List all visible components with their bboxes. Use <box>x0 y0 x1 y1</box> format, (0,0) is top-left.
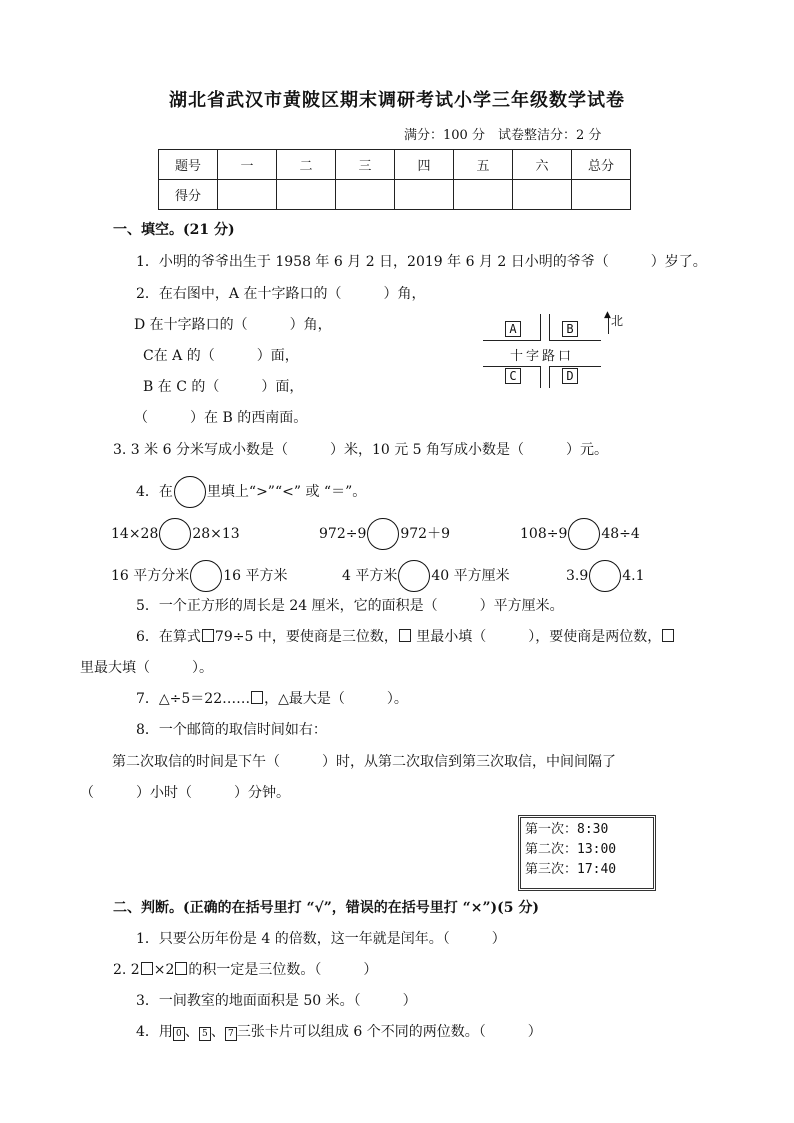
question-2-2-text: ×2 <box>153 962 175 978</box>
table-header-cell: 五 <box>454 150 513 180</box>
figure-label-a: A <box>505 321 521 337</box>
compare-left: 108÷9 <box>520 526 568 542</box>
score-table-header-row <box>159 150 631 180</box>
question-1-6-text: 里最大填（ ）。 <box>80 660 213 676</box>
question-1-8-line2: 第二次取信的时间是下午（ ）时，从第二次取信到第三次取信，中间间隔了 <box>112 754 616 770</box>
question-1-2-line2: D 在十字路口的（ ）角， <box>134 317 332 333</box>
question-2-4-text: 4．用 <box>136 1024 173 1040</box>
road-edge <box>549 366 601 367</box>
score-cell[interactable] <box>395 180 454 210</box>
schedule-row: 第二次：13:00 <box>525 842 617 857</box>
compare-item <box>111 518 240 550</box>
question-1-4-intro-b: 里填上“>”“<” 或 “＝”。 <box>206 484 367 500</box>
score-cell[interactable] <box>454 180 513 210</box>
question-2-1: 1．只要公历年份是 4 的倍数，这一年就是闰年。（ ） <box>136 931 506 947</box>
compare-left: 4 平方米 <box>342 568 398 584</box>
table-header-cell: 一 <box>218 150 277 180</box>
road-edge <box>549 366 550 388</box>
compare-circle-icon <box>174 476 206 508</box>
compare-right: 16 平方米 <box>223 568 288 584</box>
compare-left: 972÷9 <box>319 526 367 542</box>
answer-circle[interactable] <box>190 560 222 592</box>
road-edge <box>483 340 541 341</box>
compare-right: 972＋9 <box>400 526 450 542</box>
question-1-6-text: 6．在算式 <box>136 629 201 645</box>
compare-left: 16 平方分米 <box>111 568 190 584</box>
road-edge <box>540 366 541 388</box>
table-header-cell: 题号 <box>159 150 218 180</box>
question-1-6-text: 79÷5 中，要使商是三位数， <box>214 629 398 645</box>
question-1-7-text: 7．△÷5＝22…… <box>136 691 251 707</box>
question-2-4: 4．用 0 、 5 、 7 三张卡片可以组成 6 个不同的两位数。（ ） <box>136 1024 542 1040</box>
score-table-score-row <box>159 180 631 210</box>
road-edge <box>540 314 541 341</box>
blank-box-icon <box>399 629 411 642</box>
page-title: 湖北省武汉市黄陂区期末调研考试小学三年级数学试卷 <box>169 90 625 111</box>
compare-item <box>342 560 510 592</box>
question-1-6-text: 里最小填（ ），要使商是两位数， <box>416 629 662 645</box>
schedule-row: 第三次：17:40 <box>525 862 617 877</box>
compare-right: 48÷4 <box>601 526 640 542</box>
mail-pickup-schedule <box>518 815 656 891</box>
question-1-7 <box>136 688 408 708</box>
road-edge <box>549 314 550 341</box>
digit-card: 5 <box>199 1027 211 1041</box>
compare-left: 3.9 <box>566 568 589 584</box>
question-2-3: 3．一间教室的地面面积是 50 米。（ ） <box>136 993 417 1009</box>
question-2-2 <box>113 959 377 979</box>
schedule-row: 第一次：8:30 <box>525 822 609 837</box>
question-1-1: 1．小明的爷爷出生于 1958 年 6 月 2 日，2019 年 6 月 2 日小明的爷爷（ ）岁了。 <box>136 254 707 270</box>
blank-box-icon <box>175 962 187 975</box>
question-2-2-text: 2. 2 <box>113 962 140 978</box>
question-2-4-text: 三张卡片可以组成 6 个不同的两位数。（ ） <box>236 1024 542 1040</box>
compare-item <box>520 518 640 550</box>
answer-circle[interactable] <box>159 518 191 550</box>
crossroad-label: 十字路口 <box>510 349 575 364</box>
answer-circle[interactable] <box>568 518 600 550</box>
compare-item <box>111 560 288 592</box>
question-1-2-line1: 2．在右图中，A 在十字路口的（ ）角， <box>136 286 426 302</box>
score-info: 满分：100 分 试卷整洁分：2 分 <box>404 128 602 143</box>
section1-heading: 一、填空。(21 分) <box>113 222 235 238</box>
score-cell[interactable] <box>336 180 395 210</box>
figure-label-d: D <box>562 368 578 384</box>
compare-item <box>566 560 645 592</box>
answer-circle[interactable] <box>367 518 399 550</box>
score-cell[interactable] <box>218 180 277 210</box>
blank-box-icon <box>662 629 674 642</box>
question-1-2-line5: （ ）在 B 的西南面。 <box>134 410 308 426</box>
score-cell[interactable] <box>513 180 572 210</box>
compare-right: 40 平方厘米 <box>431 568 510 584</box>
figure-label-c: C <box>505 368 521 384</box>
road-edge <box>483 366 541 367</box>
question-1-2-line3: C在 A 的（ ）面， <box>143 348 299 364</box>
north-arrowhead-icon: ▲ <box>604 310 611 320</box>
table-header-cell: 六 <box>513 150 572 180</box>
question-1-8-line3: （ ）小时（ ）分钟。 <box>80 785 290 801</box>
table-header-cell: 三 <box>336 150 395 180</box>
section2-heading: 二、判断。(正确的在括号里打 “√”，错误的在括号里打 “×”)(5 分) <box>113 900 540 916</box>
compare-right: 4.1 <box>622 568 645 584</box>
table-header-cell: 四 <box>395 150 454 180</box>
compare-item <box>319 518 450 550</box>
north-label: 北 <box>611 314 624 328</box>
blank-box-icon <box>251 691 263 704</box>
question-1-6 <box>136 626 675 646</box>
score-cell[interactable] <box>572 180 631 210</box>
question-2-2-text: 的积一定是三位数。（ ） <box>188 962 378 978</box>
question-1-7-text: ，△最大是（ ）。 <box>264 691 408 707</box>
question-1-4-intro-a: 4．在 <box>136 484 173 500</box>
score-cell[interactable] <box>277 180 336 210</box>
road-edge <box>549 340 601 341</box>
question-1-6-cont <box>80 657 213 677</box>
compare-right: 28×13 <box>192 526 240 542</box>
digit-card: 7 <box>225 1027 237 1041</box>
table-row-label: 得分 <box>159 180 218 210</box>
table-header-cell: 二 <box>277 150 336 180</box>
question-1-4-intro <box>136 476 366 508</box>
crossroad-figure <box>483 310 643 390</box>
blank-box-icon <box>141 962 153 975</box>
table-header-cell: 总分 <box>572 150 631 180</box>
figure-label-b: B <box>562 321 578 337</box>
question-1-5: 5．一个正方形的周长是 24 厘米，它的面积是（ ）平方厘米。 <box>136 598 564 614</box>
compare-left: 14×28 <box>111 526 159 542</box>
digit-card: 0 <box>173 1027 185 1041</box>
question-1-8-line1: 8．一个邮筒的取信时间如右： <box>136 722 327 738</box>
question-1-2-line4: B 在 C 的（ ）面， <box>143 379 304 395</box>
question-1-3: 3. 3 米 6 分米写成小数是（ ）米，10 元 5 角写成小数是（ ）元。 <box>113 442 609 458</box>
answer-circle[interactable] <box>398 560 430 592</box>
blank-box-icon <box>202 629 214 642</box>
score-table <box>158 149 631 210</box>
answer-circle[interactable] <box>589 560 621 592</box>
